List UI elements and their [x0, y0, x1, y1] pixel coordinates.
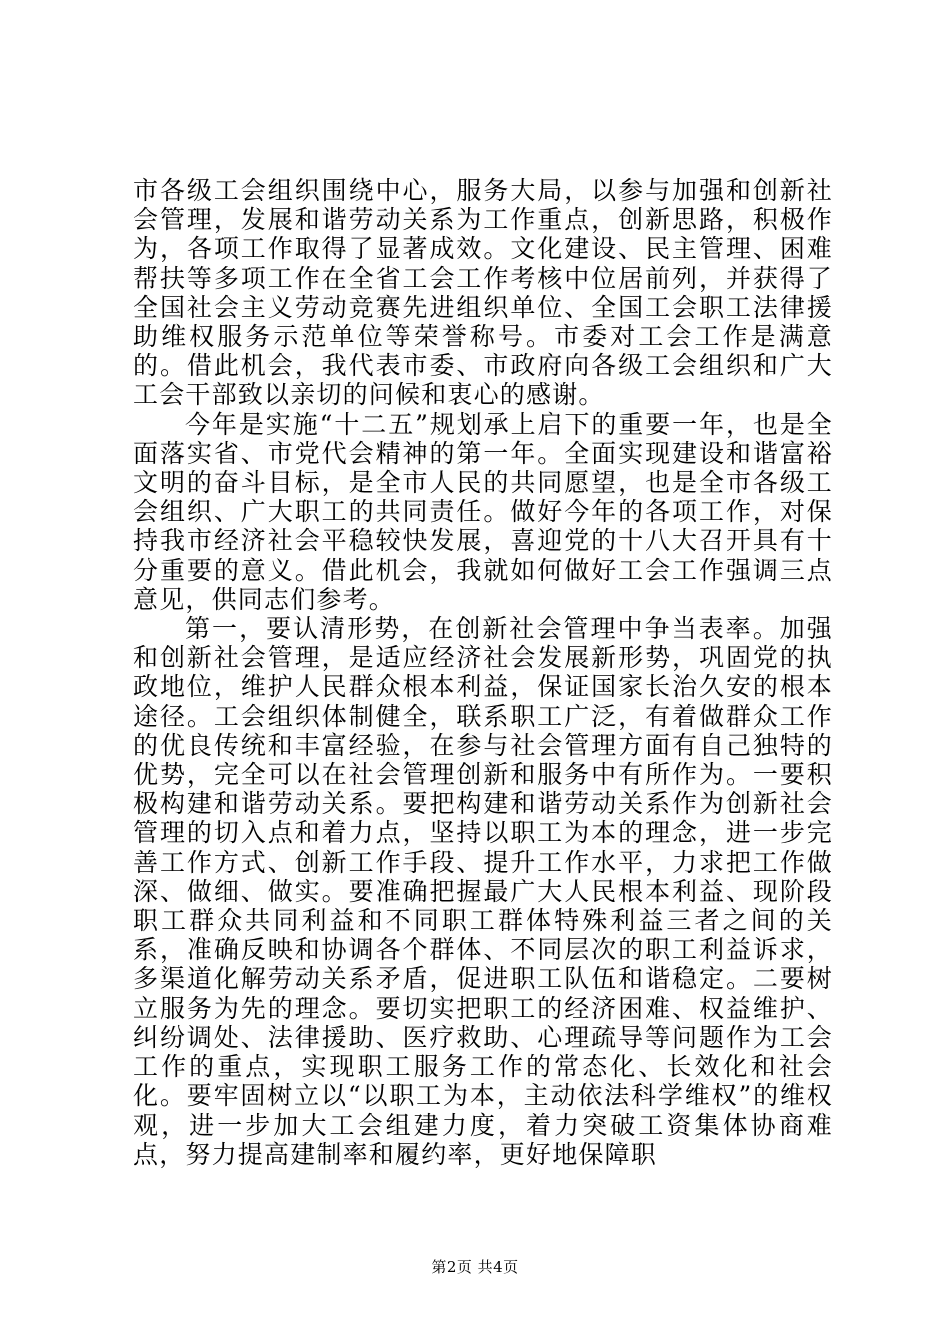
paragraph-2: 今年是实施“十二五”规划承上启下的重要一年，也是全面落实省、市党代会精神的第一年。全面实现建设和谐富裕文明的奋斗目标，是全市人民的共同愿望，也是全市各级工会组织、广大职工的共同责任。做好今年的各项工作，对保持我市经济社会平稳较快发展，喜迎党的十八大召开具有十分重要的意义。借此机会，我就如何做好工会工作强调三点意见，供同志们参考。 — [133, 409, 833, 614]
paragraph-1: 市各级工会组织围绕中心，服务大局，以参与加强和创新社会管理，发展和谐劳动关系为工作重点，创新思路，积极作为，各项工作取得了显著成效。文化建设、民主管理、困难帮扶等多项工作在全省工会工作考核中位居前列，并获得了全国社会主义劳动竞赛先进组织单位、全国工会职工法律援助维权服务示范单位等荣誉称号。市委对工会工作是满意的。借此机会，我代表市委、市政府向各级工会组织和广大工会干部致以亲切的问候和衷心的感谢。 — [133, 176, 833, 410]
body-text — [133, 176, 833, 1169]
page-footer: 第2页 共4页 — [431, 1258, 519, 1276]
paragraph-3: 第一，要认清形势，在创新社会管理中争当表率。加强和创新社会管理，是适应经济社会发展新形势，巩固党的执政地位，维护人民群众根本利益，保证国家长治久安的根本途径。工会组织体制健全，联系职工广泛，有着做群众工作的优良传统和丰富经验，在参与社会管理方面有自己独特的优势，完全可以在社会管理创新和服务中有所作为。一要积极构建和谐劳动关系。要把构建和谐劳动关系作为创新社会管理的切入点和着力点，坚持以职工为本的理念，进一步完善工作方式、创新工作手段、提升工作水平，力求把工作做深、做细、做实。要准确把握最广大人民根本利益、现阶段职工群众共同利益和不同职工群体特殊利益三者之间的关系，准确反映和协调各个群体、不同层次的职工利益诉求，多渠道化解劳动关系矛盾，促进职工队伍和谐稳定。二要树立服务为先的理念。要切实把职工的经济困难、权益维护、纠纷调处、法律援助、医疗救助、心理疏导等问题作为工会工作的重点，实现职工服务工作的常态化、长效化和社会化。要牢固树立以“以职工为本，主动依法科学维权”的维权观，进一步加大工会组建力度，着力突破工资集体协商难点，努力提高建制率和履约率，更好地保障职 — [133, 614, 833, 1169]
